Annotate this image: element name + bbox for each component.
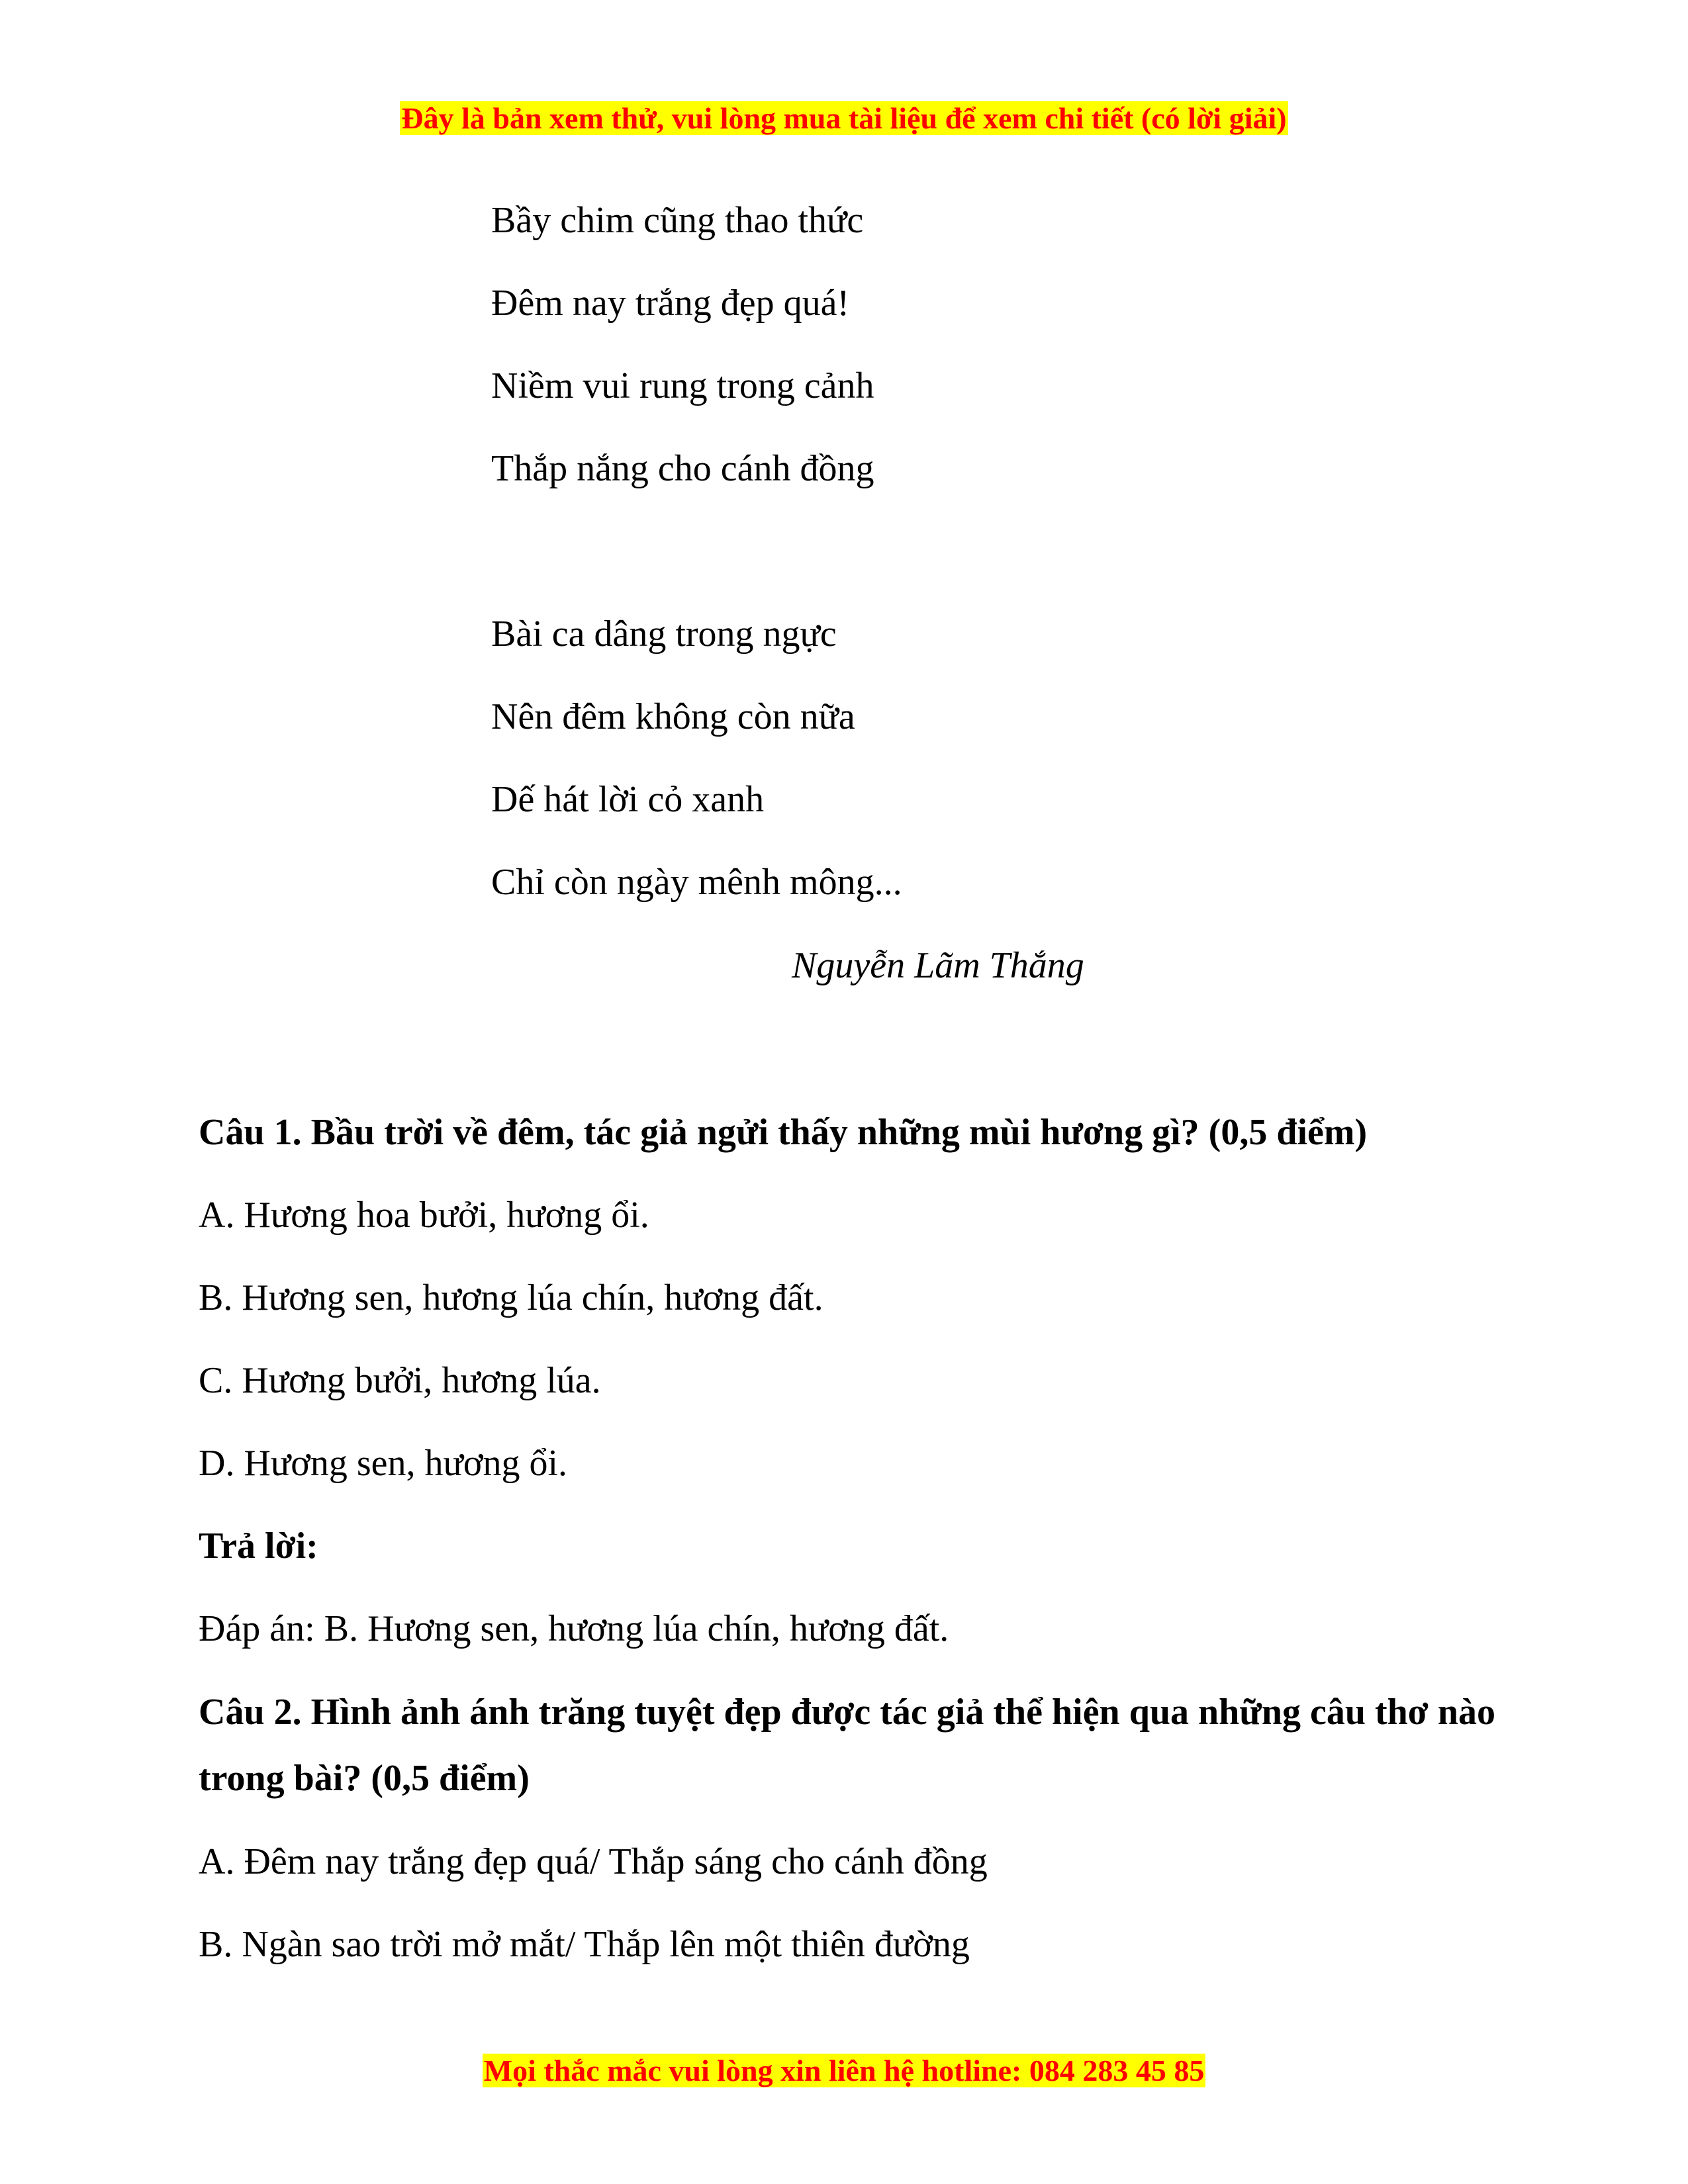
question-1-option-c: C. Hương bưởi, hương lúa. [199, 1360, 601, 1401]
question-2-prompt: Câu 2. Hình ảnh ánh trăng tuyệt đẹp được tác giả thể hiện qua những câu thơ nào trong bài? (0,5 điểm) [199, 1692, 1495, 1799]
question-2-option-a: A. Đêm nay trắng đẹp quá/ Thắp sáng cho cánh đồng [199, 1841, 988, 1882]
hotline-notice-text: Mọi thắc mắc vui lòng xin liên hệ hotline: 084 283 45 85 [483, 2054, 1205, 2087]
hotline-notice-banner [0, 2050, 1688, 2091]
poem-line: Niềm vui rung trong cảnh [491, 365, 874, 406]
poem-author: Nguyễn Lãm Thắng [792, 945, 1084, 986]
question-1-prompt: Câu 1. Bầu trời về đêm, tác giả ngửi thấy những mùi hương gì? (0,5 điểm) [199, 1112, 1368, 1153]
poem-line: Thắp nắng cho cánh đồng [491, 448, 874, 489]
poem-line: Nên đêm không còn nữa [491, 696, 855, 737]
stanza-gap [491, 527, 1418, 610]
question-2-option-b: B. Ngàn sao trời mở mắt/ Thắp lên một thiên đường [199, 1924, 970, 1965]
poem-line: Bài ca dâng trong ngực [491, 614, 837, 655]
answer-label: Trả lời: [199, 1525, 318, 1567]
poem-line: Dế hát lời cỏ xanh [491, 779, 765, 820]
poem-line: Chỉ còn ngày mênh mông... [491, 862, 902, 903]
preview-notice-text: Đây là bản xem thử, vui lòng mua tài liệu để xem chi tiết (có lời giải) [401, 101, 1287, 135]
poem-line: Bầy chim cũng thao thức [491, 200, 864, 241]
question-1-option-b: B. Hương sen, hương lúa chín, hương đất. [199, 1277, 823, 1318]
question-1-option-a: A. Hương hoa bưởi, hương ổi. [199, 1195, 649, 1236]
poem-line: Đêm nay trắng đẹp quá! [491, 283, 850, 324]
question-1-option-d: D. Hương sen, hương ổi. [199, 1443, 568, 1484]
poem-excerpt [491, 196, 1418, 940]
preview-notice-banner [0, 98, 1688, 139]
question-1-answer: Đáp án: B. Hương sen, hương lúa chín, hương đất. [199, 1608, 949, 1649]
